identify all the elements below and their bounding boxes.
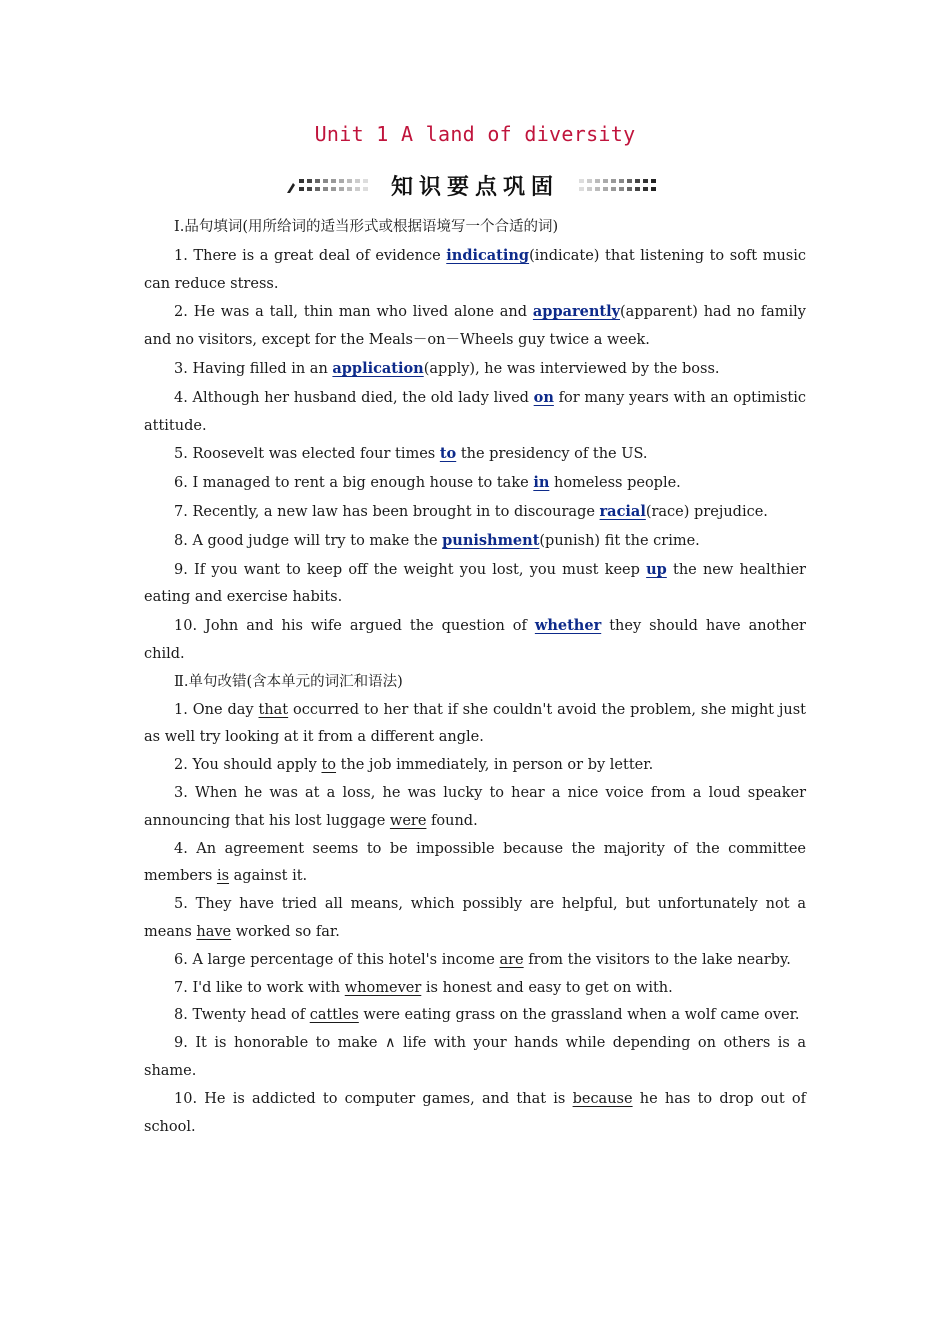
fill-item-3 <box>144 355 806 384</box>
item-text-before: 3. Having filled in an <box>174 360 333 377</box>
item-text-before: 2. You should apply <box>174 757 322 774</box>
item-text-after: the presidency of the US. <box>456 446 648 463</box>
correction-item-6 <box>144 947 806 975</box>
item-text-before: 5. Roosevelt was elected four times <box>174 446 440 463</box>
fill-item-2 <box>144 298 806 355</box>
answer-word: apparently <box>532 303 621 321</box>
item-text-before: 9. If you want to keep off the weight you lost, you must keep <box>174 561 647 578</box>
item-text-before: 10. He is addicted to computer games, and that is <box>174 1090 573 1107</box>
item-text-after: (race) prejudice. <box>645 503 768 520</box>
item-text-after: from the visitors to the lake nearby. <box>523 951 791 968</box>
fill-item-6 <box>144 469 806 498</box>
banner-left-decoration-icon <box>287 175 377 195</box>
item-text-before: 7. I'd like to work with <box>174 979 345 996</box>
correction-item-1 <box>144 697 806 753</box>
error-word: because <box>572 1090 633 1107</box>
error-word: to <box>321 757 337 774</box>
item-text-before: 7. Recently, a new law has been brought in to discourage <box>174 503 600 520</box>
answer-word: on <box>533 388 554 406</box>
item-text-after: worked so far. <box>231 923 340 940</box>
correction-item-10 <box>144 1086 806 1142</box>
exercise-content <box>144 214 806 1141</box>
item-text-after: he has to drop out of school. <box>144 1090 806 1135</box>
error-word: is <box>216 868 230 885</box>
item-text-before: 1. There is a great deal of evidence <box>174 247 447 264</box>
item-text-after: the job immediately, in person or by letter. <box>336 757 654 774</box>
answer-word: in <box>533 474 550 492</box>
error-word: that <box>258 701 289 718</box>
item-text-after: they should have another child. <box>144 618 806 662</box>
error-word: were <box>389 812 427 829</box>
item-text-before: 3. When he was at a loss, he was lucky to hear a nice voice from a loud speaker announcing that his lost luggage <box>144 784 806 829</box>
section-2-heading: Ⅱ.单句改错(含本单元的词汇和语法) <box>174 673 403 690</box>
item-text-after: were eating grass on the grassland when a wolf came over. <box>358 1007 800 1024</box>
item-text-before: 8. A good judge will try to make the <box>174 532 443 549</box>
correction-item-4 <box>144 836 806 892</box>
answer-word: application <box>332 359 424 377</box>
banner-right-decoration-icon <box>573 175 663 195</box>
fill-item-9 <box>144 556 806 613</box>
item-text-after: (apply), he was interviewed by the boss. <box>423 360 720 377</box>
correction-item-2 <box>144 752 806 780</box>
error-word: are <box>499 951 524 968</box>
fill-item-8 <box>144 527 806 556</box>
item-text-before: 9. It is honorable to make ∧ life with your hands while depending on others is a shame. <box>144 1035 806 1079</box>
correction-item-7 <box>144 975 806 1003</box>
answer-word: indicating <box>446 246 530 264</box>
item-text-before: 4. An agreement seems to be impossible because the majority of the committee members <box>144 840 806 885</box>
correction-item-8 <box>144 1002 806 1030</box>
item-text-after: (punish) fit the crime. <box>539 532 700 549</box>
section-1-heading: Ⅰ.品句填词(用所给词的适当形式或根据语境写一个合适的词) <box>174 219 559 235</box>
banner-text: 知识要点巩固 <box>390 174 559 200</box>
page-title: Unit 1 A land of diversity <box>314 122 636 146</box>
item-text-after: (indicate) that listening to soft music can reduce stress. <box>144 247 807 292</box>
item-text-after: (apparent) had no family and no visitors, except for the Meals－on－Wheels guy twice a week. <box>144 304 807 349</box>
error-word: cattles <box>309 1007 359 1024</box>
answer-word: whether <box>534 617 602 635</box>
error-word: have <box>196 923 232 940</box>
item-text-before: 6. I managed to rent a big enough house to take <box>174 475 534 492</box>
item-text-before: 6. A large percentage of this hotel's income <box>174 951 500 968</box>
item-text-after: the new healthier eating and exercise habits. <box>144 561 806 606</box>
answer-word: punishment <box>442 531 540 549</box>
fill-item-5 <box>144 440 806 469</box>
item-text-after: homeless people. <box>549 475 681 492</box>
correction-item-3 <box>144 780 806 836</box>
item-text-after: against it. <box>229 868 308 885</box>
correction-item-9 <box>144 1030 806 1086</box>
item-text-before: 4. Although her husband died, the old lady lived <box>174 389 534 406</box>
item-text-before: 8. Twenty head of <box>174 1007 310 1024</box>
item-text-before: 1. One day <box>174 701 259 718</box>
item-text-after: for many years with an optimistic attitude. <box>144 389 807 434</box>
item-text-before: 2. He was a tall, thin man who lived alone and <box>174 304 533 321</box>
answer-word: up <box>646 560 667 578</box>
section-banner <box>0 168 950 202</box>
fill-item-10 <box>144 612 806 669</box>
item-text-before: 5. They have tried all means, which possibly are helpful, but unfortunately not a means <box>144 896 806 940</box>
answer-word: racial <box>599 502 646 520</box>
answer-word: to <box>439 445 457 463</box>
item-text-after: occurred to her that if she couldn't avoid the problem, she might just as well try looking at it from a different angle. <box>144 701 806 746</box>
fill-item-4 <box>144 384 806 441</box>
fill-item-7 <box>144 498 806 527</box>
correction-item-5 <box>144 891 806 947</box>
error-word: whomever <box>344 979 422 996</box>
item-text-after: found. <box>426 812 478 829</box>
item-text-before: 10. John and his wife argued the question of <box>174 618 535 635</box>
fill-item-1 <box>144 242 806 299</box>
item-text-after: is honest and easy to get on with. <box>421 979 673 996</box>
